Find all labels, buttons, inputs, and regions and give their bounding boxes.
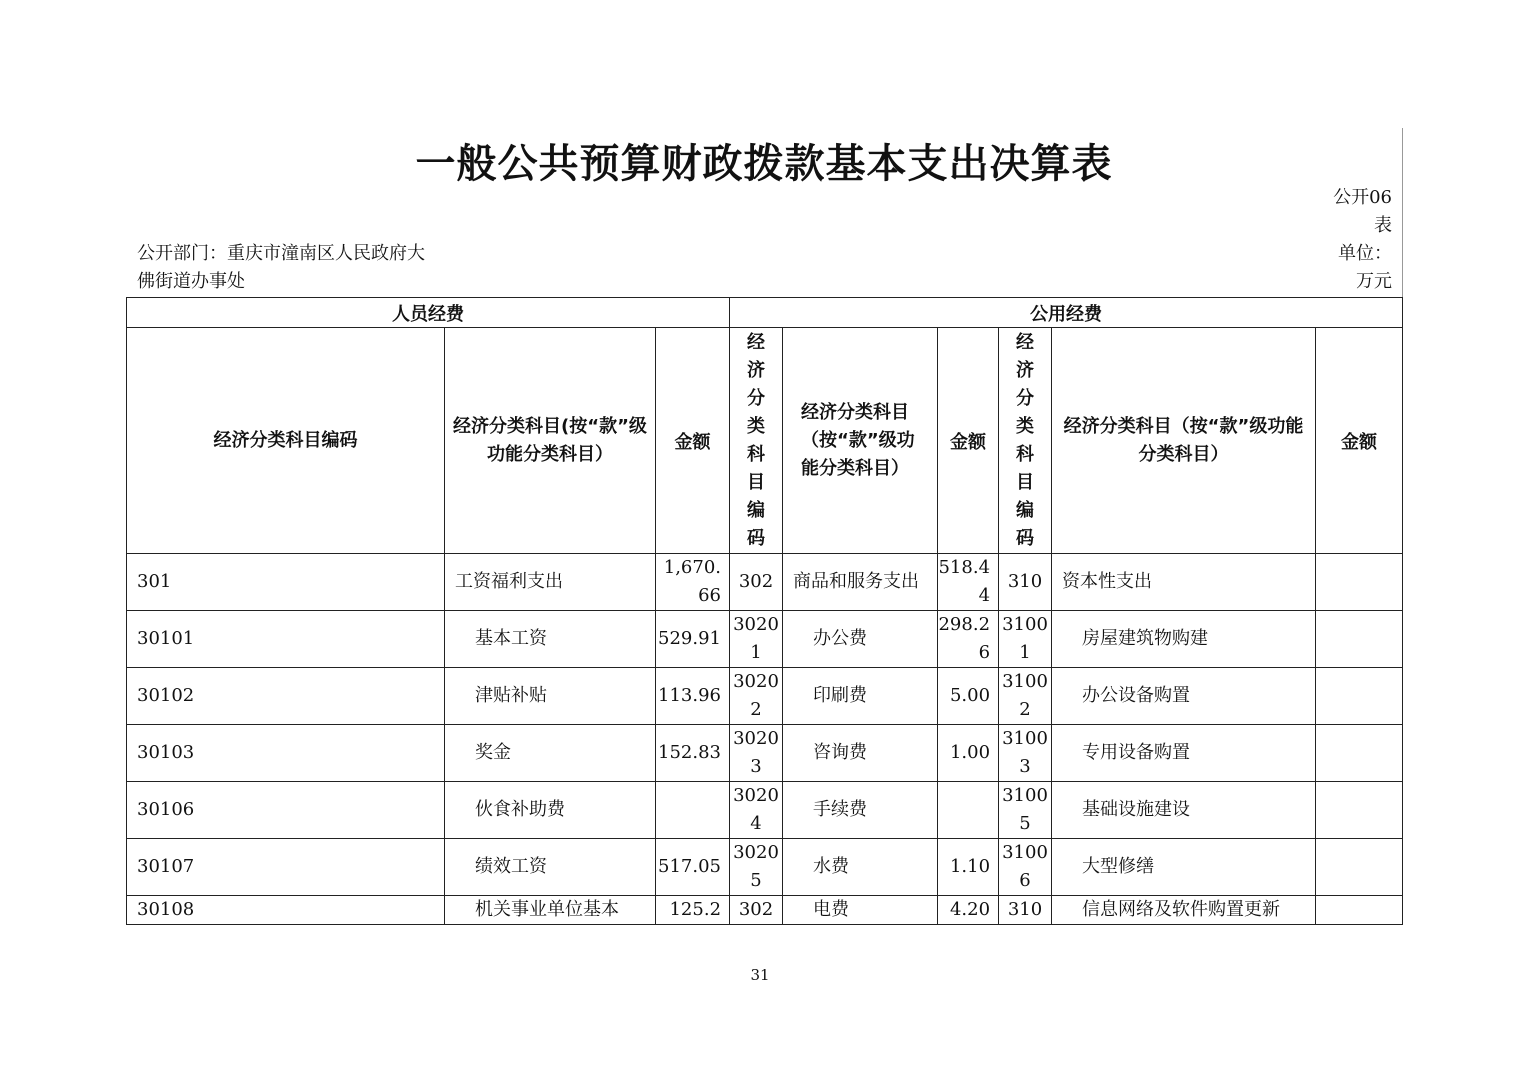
row-code: 30103 (127, 725, 445, 782)
row-capital-code: 310 (999, 896, 1052, 925)
row-public-code: 30205 (730, 839, 783, 896)
row-public-code: 302 (730, 554, 783, 611)
row-code: 30101 (127, 611, 445, 668)
row-capital-code: 310 (999, 554, 1052, 611)
row-capital-name: 信息网络及软件购置更新 (1052, 896, 1316, 925)
row-public-name: 手续费 (783, 782, 938, 839)
row-amount: 113.96 (656, 668, 730, 725)
row-capital-name: 基础设施建设 (1052, 782, 1316, 839)
header-name: 经济分类科目(按“款”级功能分类科目） (445, 328, 656, 554)
group-personnel: 人员经费 (127, 298, 730, 328)
row-public-amount: 518.44 (938, 554, 999, 611)
row-public-name: 办公费 (783, 611, 938, 668)
row-code: 30107 (127, 839, 445, 896)
header-amount-3: 金额 (1316, 328, 1403, 554)
row-public-code: 30202 (730, 668, 783, 725)
header-code-vertical: 经济分类科目编码 (730, 328, 783, 554)
row-amount: 152.83 (656, 725, 730, 782)
row-name: 工资福利支出 (445, 554, 656, 611)
page-title: 一般公共预算财政拨款基本支出决算表 (415, 141, 1113, 187)
table-row (127, 668, 1403, 725)
header-amount-2: 金额 (938, 328, 999, 554)
header-name-3: 经济分类科目（按“款”级功能分类科目） (1052, 328, 1316, 554)
row-capital-amount (1316, 896, 1403, 925)
header-code: 经济分类科目编码 (127, 328, 445, 554)
table-row (127, 611, 1403, 668)
header-name-2: 经济分类科目（按“款”级功能分类科目） (783, 328, 938, 554)
row-public-amount: 298.26 (938, 611, 999, 668)
row-name: 津贴补贴 (445, 668, 656, 725)
row-capital-name: 资本性支出 (1052, 554, 1316, 611)
table-row (127, 554, 1403, 611)
row-capital-code: 31005 (999, 782, 1052, 839)
row-capital-code: 31002 (999, 668, 1052, 725)
row-code: 30108 (127, 896, 445, 925)
table-row (127, 839, 1403, 896)
row-public-code: 302 (730, 896, 783, 925)
row-capital-amount (1316, 782, 1403, 839)
row-capital-amount (1316, 725, 1403, 782)
row-name: 基本工资 (445, 611, 656, 668)
unit-label: 单位：万元 (1338, 243, 1392, 292)
row-public-name: 咨询费 (783, 725, 938, 782)
header-amount: 金额 (656, 328, 730, 554)
row-capital-amount (1316, 839, 1403, 896)
row-public-amount: 5.00 (938, 668, 999, 725)
row-capital-amount (1316, 611, 1403, 668)
budget-table (126, 297, 1403, 925)
row-name: 伙食补助费 (445, 782, 656, 839)
row-code: 301 (127, 554, 445, 611)
row-amount: 517.05 (656, 839, 730, 896)
row-capital-name: 房屋建筑物购建 (1052, 611, 1316, 668)
row-public-code: 30201 (730, 611, 783, 668)
row-code: 30106 (127, 782, 445, 839)
row-name: 奖金 (445, 725, 656, 782)
header-code-vertical-2: 经济分类科目编码 (999, 328, 1052, 554)
group-public: 公用经费 (730, 298, 1403, 328)
row-capital-amount (1316, 668, 1403, 725)
row-amount: 1,670.66 (656, 554, 730, 611)
row-capital-name: 大型修缮 (1052, 839, 1316, 896)
table-row (127, 896, 1403, 925)
row-amount (656, 782, 730, 839)
row-public-name: 电费 (783, 896, 938, 925)
row-capital-code: 31006 (999, 839, 1052, 896)
table-row (127, 782, 1403, 839)
row-capital-name: 办公设备购置 (1052, 668, 1316, 725)
row-public-amount: 4.20 (938, 896, 999, 925)
row-capital-code: 31003 (999, 725, 1052, 782)
row-public-name: 商品和服务支出 (783, 554, 938, 611)
row-amount: 125.2 (656, 896, 730, 925)
row-public-name: 水费 (783, 839, 938, 896)
row-public-amount (938, 782, 999, 839)
page-number: 31 (750, 966, 770, 984)
row-public-amount: 1.10 (938, 839, 999, 896)
table-number: 公开06表 (1333, 187, 1392, 236)
row-capital-name: 专用设备购置 (1052, 725, 1316, 782)
row-code: 30102 (127, 668, 445, 725)
page-right-rule (1402, 128, 1403, 298)
department-label: 公开部门：重庆市潼南区人民政府大佛街道办事处 (137, 243, 425, 292)
row-public-name: 印刷费 (783, 668, 938, 725)
row-public-code: 30203 (730, 725, 783, 782)
row-amount: 529.91 (656, 611, 730, 668)
row-name: 绩效工资 (445, 839, 656, 896)
row-public-amount: 1.00 (938, 725, 999, 782)
row-name: 机关事业单位基本 (445, 896, 656, 925)
row-capital-amount (1316, 554, 1403, 611)
row-public-code: 30204 (730, 782, 783, 839)
row-capital-code: 31001 (999, 611, 1052, 668)
table-row (127, 725, 1403, 782)
